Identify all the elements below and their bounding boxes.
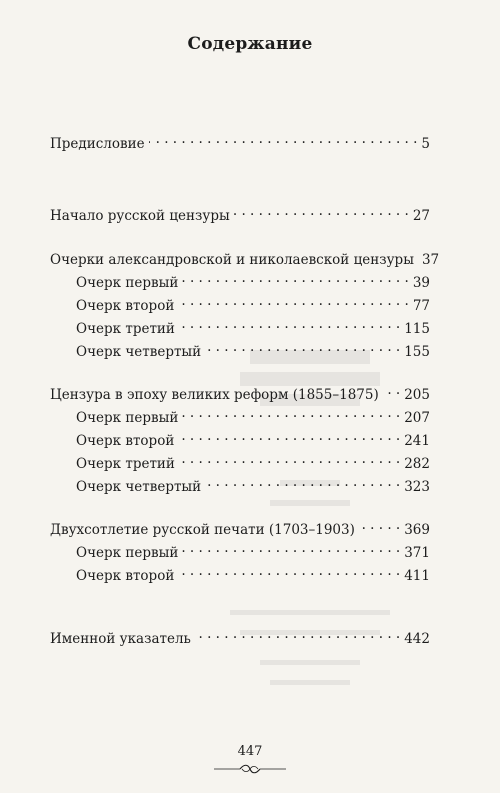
toc-entry-page: 27 <box>412 208 430 224</box>
toc-entry-label: Двухсотлетие русской печати (1703–1903) <box>50 522 355 538</box>
toc-entry-label: Очерк третий <box>76 456 175 472</box>
toc-entry-label: Очерк второй <box>76 298 175 314</box>
toc-entry-page: 323 <box>404 479 430 495</box>
toc-entry[interactable] <box>50 625 430 648</box>
toc-entry-page: 77 <box>412 298 430 314</box>
toc-entry-page: 207 <box>404 410 430 426</box>
toc-entry[interactable] <box>50 381 430 404</box>
toc-entry-label: Очерк первый <box>76 545 179 561</box>
toc-entry[interactable] <box>50 246 440 269</box>
dot-leader <box>179 315 400 333</box>
dot-leader <box>359 516 400 534</box>
toc-entry-label: Начало русской цензуры <box>50 208 230 224</box>
toc-subentry[interactable] <box>76 269 430 292</box>
toc-subentry[interactable] <box>76 450 430 473</box>
toc-subentry[interactable] <box>76 427 430 450</box>
dot-leader <box>234 202 409 220</box>
toc-subentry[interactable] <box>76 315 430 338</box>
toc-entry-label: Очерк третий <box>76 321 175 337</box>
dot-leader <box>179 450 400 468</box>
toc-subentry[interactable] <box>76 473 430 496</box>
toc-entry-page: 411 <box>404 568 430 584</box>
dot-leader <box>205 338 400 356</box>
dot-leader <box>149 130 418 148</box>
toc-entry-label: Очерк четвертый <box>76 344 202 360</box>
dot-leader <box>178 427 400 445</box>
toc-entry[interactable] <box>50 516 430 539</box>
dot-leader <box>195 625 400 643</box>
toc-entry-page: 39 <box>412 275 430 291</box>
toc-entry[interactable] <box>50 130 430 153</box>
toc-entry-label: Цензура в эпоху великих реформ (1855–1875) <box>50 387 379 403</box>
toc-subentry[interactable] <box>76 292 430 315</box>
dot-leader <box>178 562 400 580</box>
page-title: Содержание <box>187 34 313 54</box>
toc-entry-page: 241 <box>404 433 430 449</box>
dot-leader <box>205 473 400 491</box>
flourish-ornament-icon <box>212 764 288 774</box>
toc-entry-page: 282 <box>404 456 430 472</box>
dot-leader <box>182 539 400 557</box>
toc-entry-page: 442 <box>404 631 430 647</box>
toc-entry-page: 37 <box>421 252 440 268</box>
dot-leader <box>178 292 408 310</box>
toc-subentry[interactable] <box>76 562 430 585</box>
toc-entry-label: Очерк первый <box>76 410 179 426</box>
toc-entry-label: Именной указатель <box>50 631 191 647</box>
toc-entry-label: Очерк четвертый <box>76 479 202 495</box>
toc-entry-page: 369 <box>404 522 430 538</box>
toc-entry-label: Очерки александровской и николаевской цензуры <box>50 252 414 268</box>
toc-entry-page: 155 <box>404 344 430 360</box>
toc-entry-label: Предисловие <box>50 136 145 152</box>
toc-entry-label: Очерк второй <box>76 568 175 584</box>
dot-leader <box>383 381 400 399</box>
page-number: 447 <box>237 744 263 759</box>
toc-subentry[interactable] <box>76 539 430 562</box>
toc-entry-page: 5 <box>421 136 430 152</box>
toc-entry-page: 371 <box>404 545 430 561</box>
dot-leader <box>182 404 400 422</box>
toc-entry[interactable] <box>50 202 430 225</box>
toc-subentry[interactable] <box>76 404 430 427</box>
toc-subentry[interactable] <box>76 338 430 361</box>
toc-entry-label: Очерк первый <box>76 275 179 291</box>
dot-leader <box>182 269 408 287</box>
toc-entry-page: 115 <box>404 321 430 337</box>
toc-entry-page: 205 <box>404 387 430 403</box>
toc-entry-label: Очерк второй <box>76 433 175 449</box>
